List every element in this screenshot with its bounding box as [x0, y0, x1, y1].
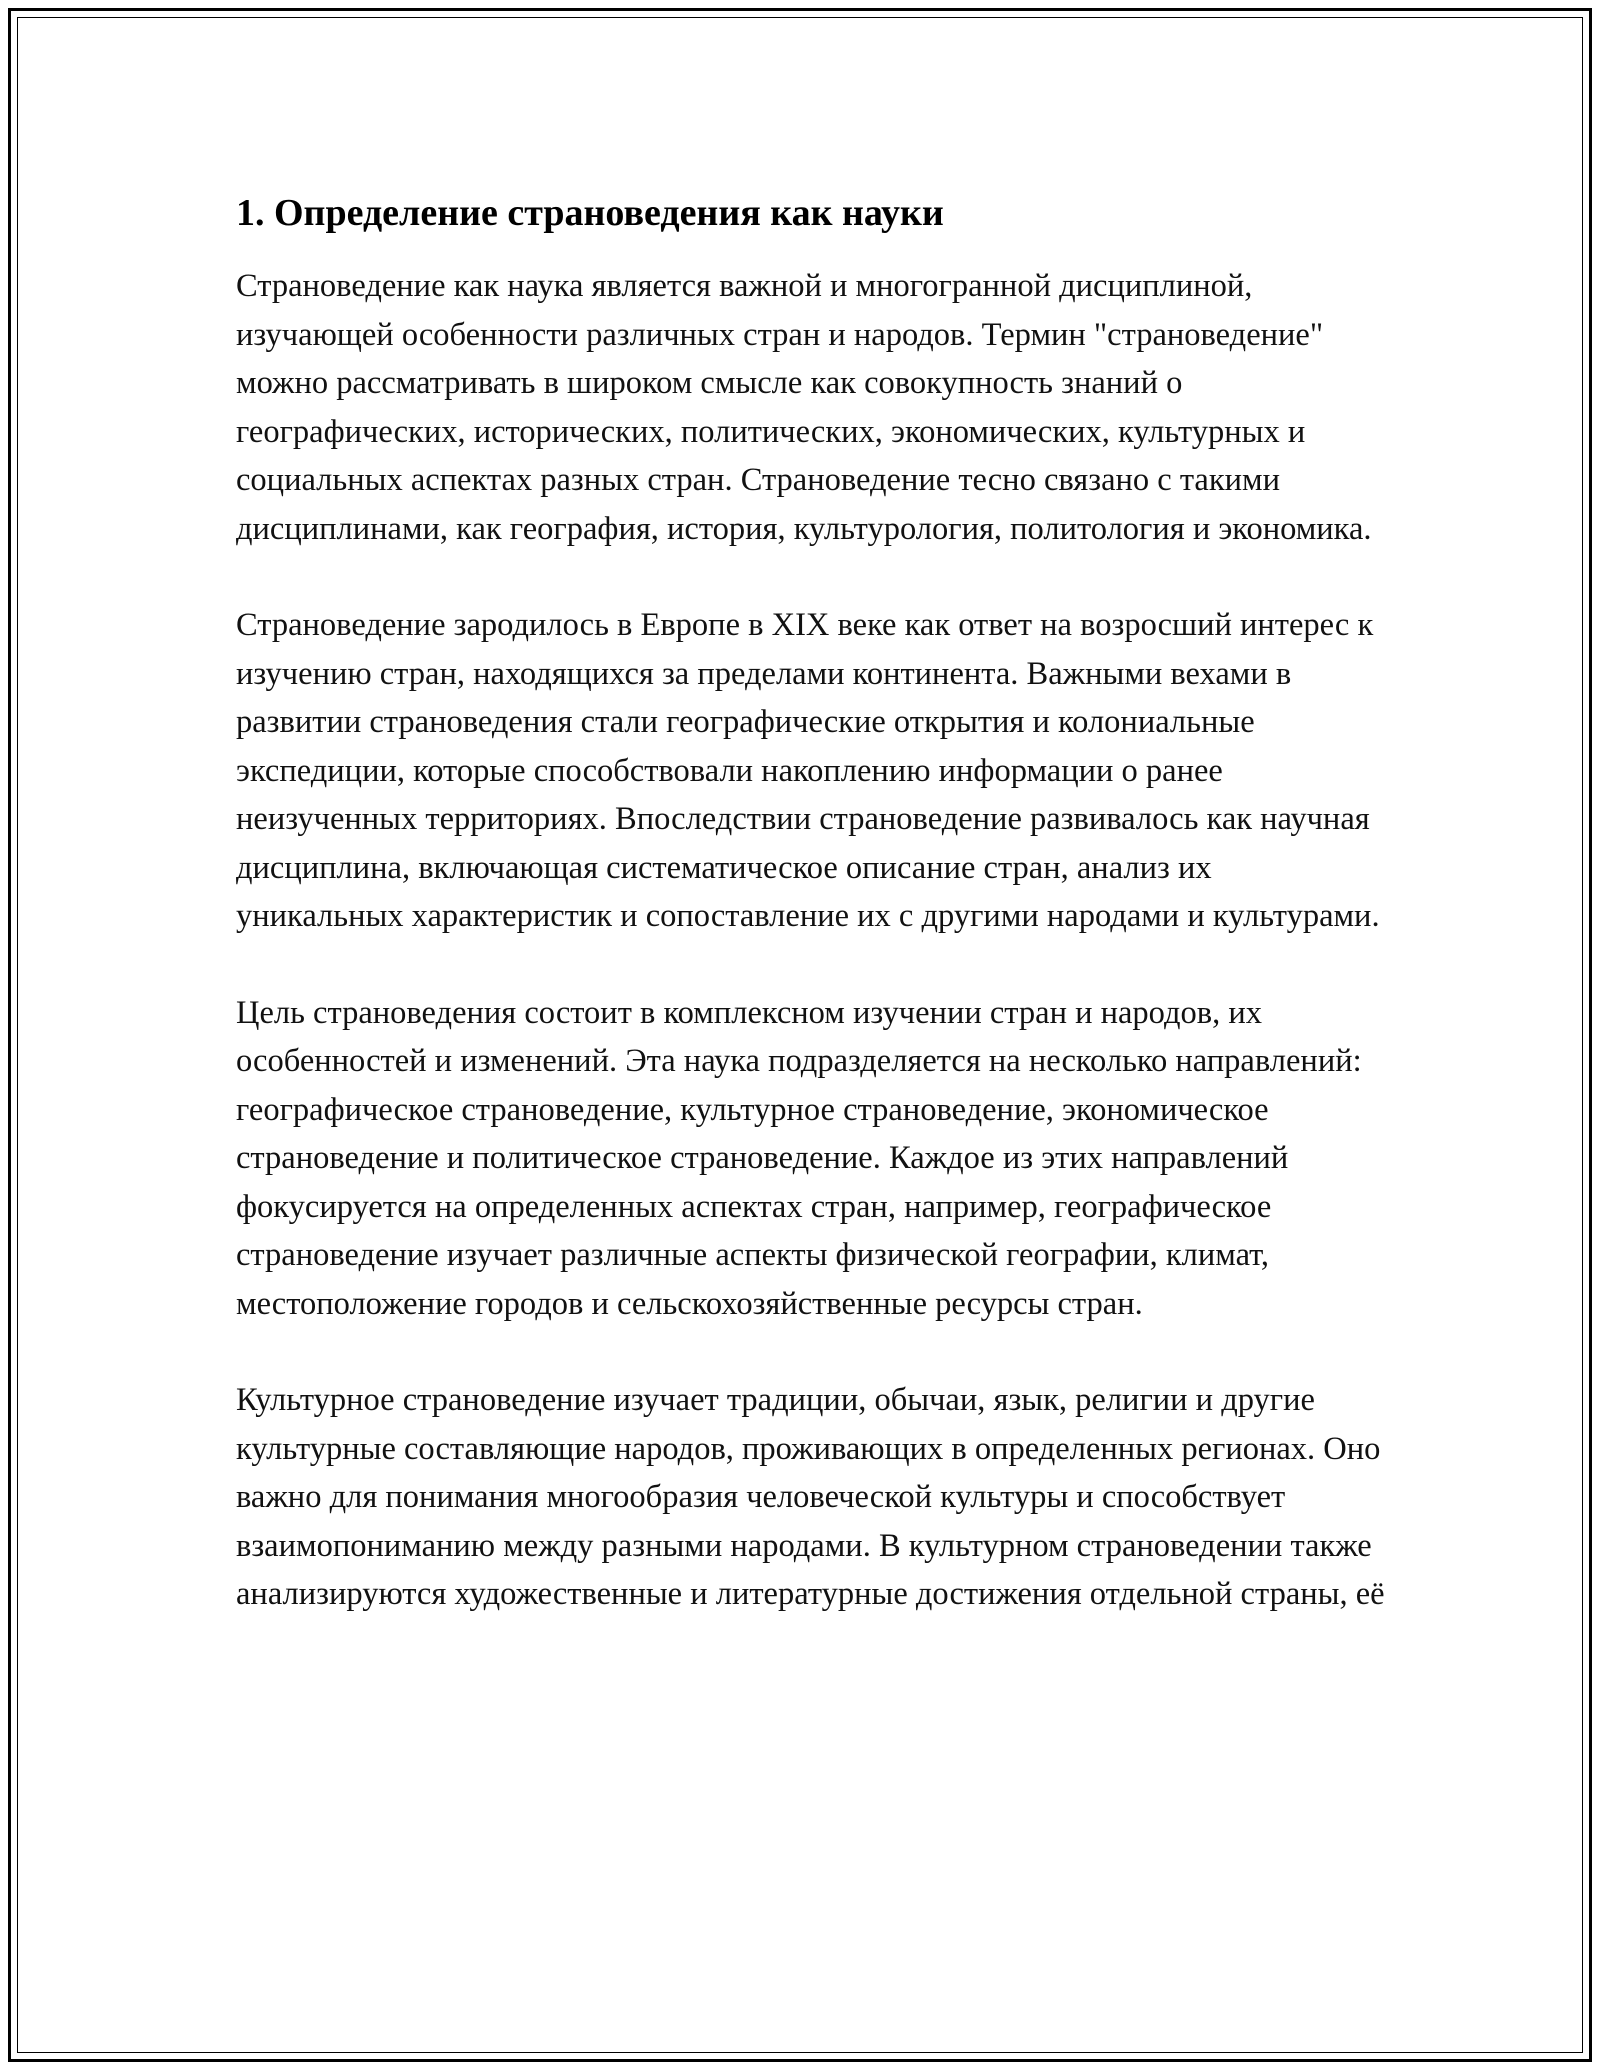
paragraph-2: Страноведение зародилось в Европе в XIX веке как ответ на возросший интерес к изучению стран, находящихся за пределами континента. Важными вехами в развитии страноведения стали географические открытия и колониальные экспедиции, которые способствовали накоплению информации о ранее неизученных территориях. Впоследствии страноведение развивалось как научная дисциплина, включающая систематическое описание стран, анализ их уникальных характеристик и сопоставление их с другими народами и культурами.	[236, 607, 1380, 934]
document-body	[236, 188, 1386, 1619]
paragraph-1: Страноведение как наука является важной и многогранной дисциплиной, изучающей особенности различных стран и народов. Термин "страноведение" можно рассматривать в широком смысле как совокупность знаний о географических, исторических, политических, экономических, культурных и социальных аспектах разных стран. Страноведение тесно связано с такими дисциплинами, как география, история, культурология, политология и экономика.	[236, 268, 1372, 547]
paragraph-3: Цель страноведения состоит в комплексном изучении стран и народов, их особенностей и изменений. Эта наука подразделяется на несколько направлений: географическое страноведение, культурное страноведение, экономическое страноведение и политическое страноведение. Каждое из этих направлений фокусируется на определенных аспектах стран, например, географическое страноведение изучает различные аспекты физической географии, климат, местоположение городов и сельскохозяйственные ресурсы стран.	[236, 994, 1362, 1322]
paragraph-4: Культурное страноведение изучает традиции, обычаи, язык, религии и другие культурные составляющие народов, проживающих в определенных регионах. Оно важно для понимания многообразия человеческой культуры и способствует взаимопониманию между разными народами. В культурном страноведении также анализируются художественные и литературные достижения отдельной страны, её	[236, 1382, 1385, 1612]
section-heading: 1. Определение страноведения как науки	[236, 192, 944, 234]
